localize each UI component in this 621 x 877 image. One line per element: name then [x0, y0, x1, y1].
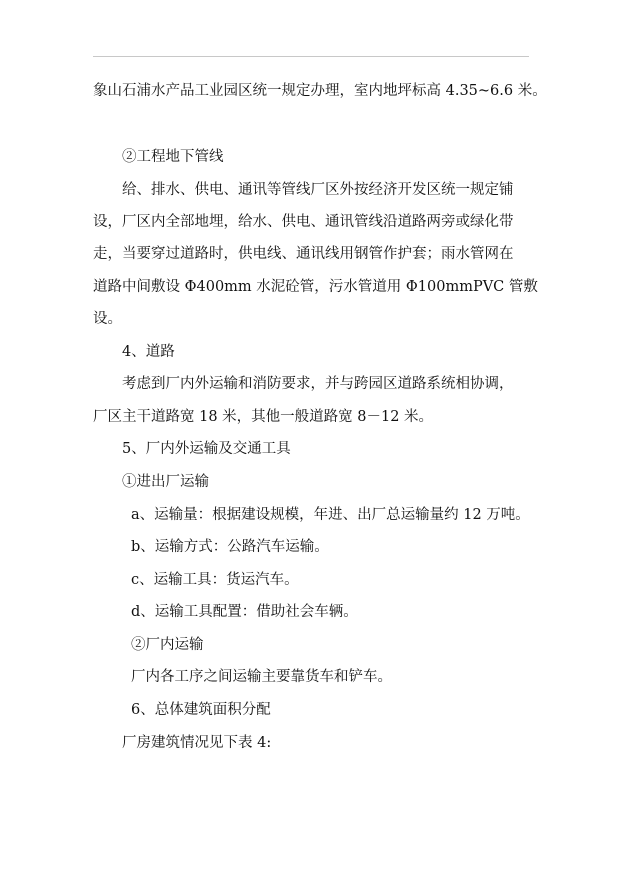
list-item: c、运输工具：货运汽车。 [131, 572, 299, 588]
list-item: b、运输方式：公路汽车运输。 [131, 539, 329, 555]
list-item: d、运输工具配置：借助社会车辆。 [131, 604, 358, 620]
paragraph-line: 设，厂区内全部地埋，给水、供电、通讯管线沿道路两旁或绿化带 [93, 214, 514, 230]
paragraph-line: 考虑到厂内外运输和消防要求，并与跨园区道路系统相协调， [122, 376, 514, 392]
paragraph-line: 厂区主干道路宽 18 米，其他一般道路宽 8－12 米。 [93, 409, 434, 425]
paragraph-line: 厂内各工序之间运输主要靠货车和铲车。 [131, 669, 392, 685]
section-heading: ②厂内运输 [131, 637, 204, 653]
paragraph-line: 走，当要穿过道路时，供电线、通讯线用钢管作护套；雨水管网在 [93, 246, 514, 262]
section-heading: ①进出厂运输 [122, 474, 209, 490]
section-heading: ②工程地下管线 [122, 149, 224, 165]
paragraph-line: 道路中间敷设 Φ400mm 水泥砼管，污水管道用 Φ100mmPVC 管敷 [93, 279, 538, 295]
paragraph-line: 设。 [93, 311, 122, 327]
section-heading: 4、道路 [122, 344, 175, 360]
section-heading: 5、厂内外运输及交通工具 [122, 441, 291, 457]
paragraph-line: 给、排水、供电、通讯等管线厂区外按经济开发区统一规定铺 [122, 182, 514, 198]
paragraph-line: 厂房建筑情况见下表 4: [122, 735, 272, 751]
paragraph-line: 象山石浦水产品工业园区统一规定办理，室内地坪标高 4.35~6.6 米。 [93, 83, 547, 99]
section-heading: 6、总体建筑面积分配 [131, 702, 271, 718]
page-header-rule [93, 56, 529, 57]
list-item: a、运输量：根据建设规模，年进、出厂总运输量约 12 万吨。 [131, 507, 530, 523]
